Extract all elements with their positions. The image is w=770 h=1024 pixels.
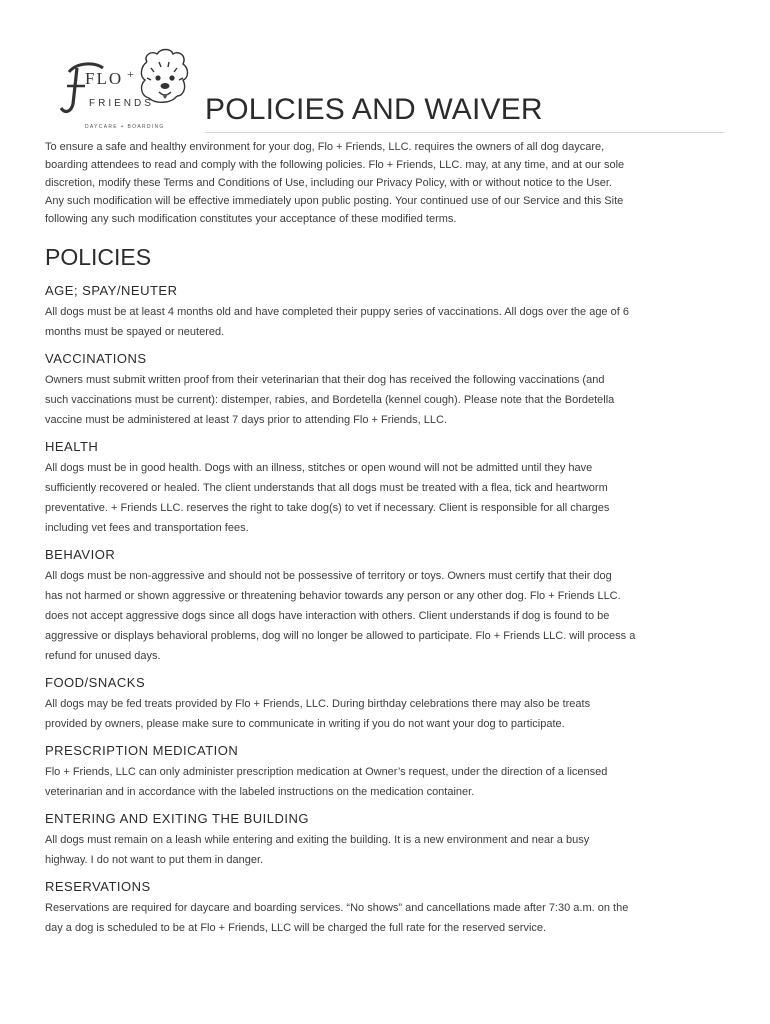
brand-tagline: DAYCARE + BOARDING — [85, 124, 165, 130]
section-line: months must be spayed or neutered. — [45, 326, 225, 338]
section-entering-exiting — [45, 809, 730, 869]
intro-paragraph — [45, 138, 730, 228]
intro-line: discretion, modify these Terms and Conditions of Use, including our Privacy Policy, with or without notice to the User. — [45, 177, 612, 189]
section-line: All dogs must be non-aggressive and should not be possessive of territory or toys. Owners must certify that their dog — [45, 570, 612, 582]
section-line: highway. I do not want to put them in danger. — [45, 854, 264, 866]
section-line: such vaccinations must be current): distemper, rabies, and Bordetella (kennel cough). Please note that the Bordetella — [45, 394, 615, 406]
section-line: day a dog is scheduled to be at Flo + Friends, LLC will be charged the full rate for the reserved service. — [45, 922, 547, 934]
section-heading: HEALTH — [45, 439, 99, 454]
section-line: All dogs must be in good health. Dogs with an illness, stitches or open wound will not be admitted until they have — [45, 462, 593, 474]
section-prescription-medication — [45, 741, 730, 801]
section-heading: FOOD/SNACKS — [45, 675, 146, 690]
brand-main-text: FLO — [85, 69, 124, 88]
section-heading: VACCINATIONS — [45, 351, 147, 366]
section-line: All dogs may be fed treats provided by Flo + Friends, LLC. During birthday celebrations there may also be treats — [45, 698, 591, 710]
section-line: All dogs must be at least 4 months old and have completed their puppy series of vaccinations. All dogs over the age of 6 — [45, 306, 629, 318]
section-line: vaccine must be administered at least 7 days prior to attending Flo + Friends, LLC. — [45, 414, 448, 426]
policies-heading: POLICIES — [45, 244, 152, 270]
section-heading: PRESCRIPTION MEDICATION — [45, 743, 239, 758]
intro-line: Any such modification will be effective immediately upon public posting. Your continued use of our Service and this Site — [45, 195, 624, 207]
document-title: POLICIES AND WAIVER — [205, 93, 543, 126]
section-health — [45, 437, 730, 537]
section-reservations — [45, 877, 730, 937]
brand-plus-text: + — [127, 67, 134, 81]
section-line: veterinarian and in accordance with the labeled instructions on the medication container. — [45, 786, 475, 798]
section-line: Owners must submit written proof from their veterinarian that their dog has received the following vaccinations (and — [45, 374, 605, 386]
section-line: refund for unused days. — [45, 650, 161, 662]
document-body — [45, 138, 730, 937]
brand-logo — [55, 48, 190, 133]
section-behavior — [45, 545, 730, 665]
section-line: does not accept aggressive dogs since all dogs have interaction with others. Client understands if dog is found to be — [45, 610, 610, 622]
section-line: aggressive or displays behavioral problems, dog will no longer be allowed to participate. Flo + Friends LLC. will process a — [45, 630, 636, 642]
section-line: All dogs must remain on a leash while entering and exiting the building. It is a new environment and near a busy — [45, 834, 590, 846]
intro-line: To ensure a safe and healthy environment for your dog, Flo + Friends, LLC. requires the owners of all dog daycare, — [45, 141, 605, 153]
intro-line: boarding attendees to read and comply with the following policies. Flo + Friends, LLC. may, at any time, and at our sole — [45, 159, 625, 171]
section-line: including vet fees and transportation fees. — [45, 522, 249, 534]
brand-sub-text: FRIENDS — [89, 98, 154, 109]
section-line: sufficiently recovered or healed. The client understands that all dogs must be treated with a flea, tick and heartworm — [45, 482, 608, 494]
section-heading: AGE; SPAY/NEUTER — [45, 283, 178, 298]
section-heading: ENTERING AND EXITING THE BUILDING — [45, 811, 310, 826]
section-age-spay-neuter — [45, 281, 730, 341]
section-heading: RESERVATIONS — [45, 879, 151, 894]
section-vaccinations — [45, 349, 730, 429]
section-line: has not harmed or shown aggressive or threatening behavior towards any person or any other dog. Flo + Friends LLC. — [45, 590, 621, 602]
section-line: Flo + Friends, LLC can only administer prescription medication at Owner’s request, under the direction of a licensed — [45, 766, 608, 778]
section-food-snacks — [45, 673, 730, 733]
section-line: provided by owners, please make sure to communicate in writing if you do not want your dog to participate. — [45, 718, 565, 730]
intro-line: following any such modification constitutes your acceptance of these modified terms. — [45, 213, 457, 225]
dog-logo-icon — [55, 48, 190, 133]
section-heading: BEHAVIOR — [45, 547, 116, 562]
section-line: preventative. + Friends LLC. reserves the right to take dog(s) to vet if necessary. Client is responsible for all charges — [45, 502, 610, 514]
title-divider — [205, 132, 725, 133]
section-line: Reservations are required for daycare and boarding services. “No shows” and cancellations made after 7:30 a.m. on the — [45, 902, 629, 914]
